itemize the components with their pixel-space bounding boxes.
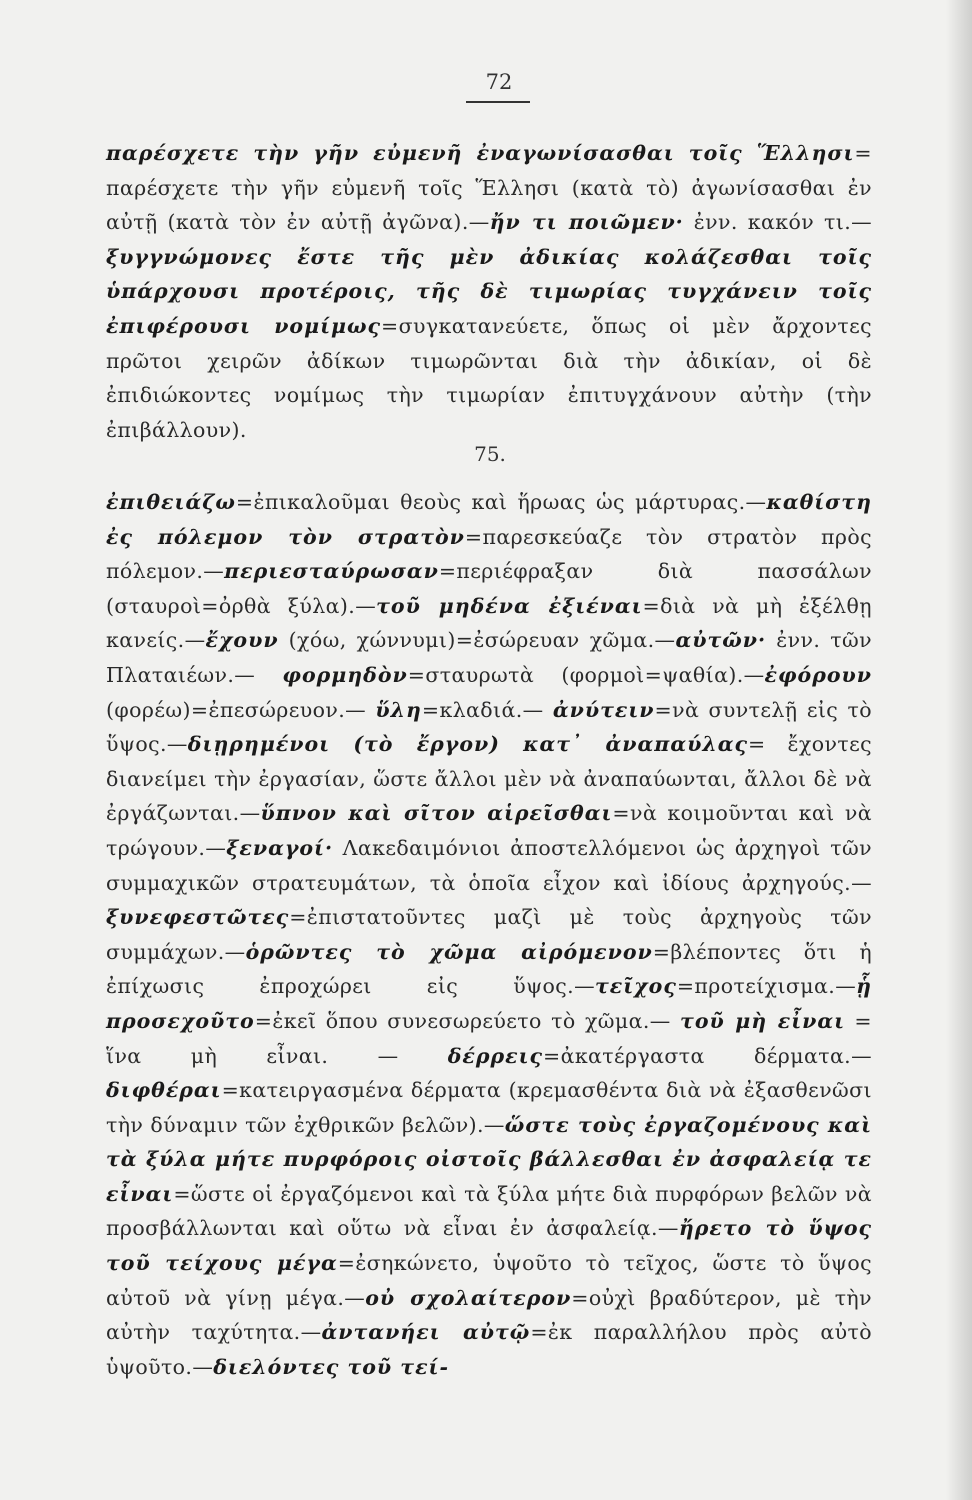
- gloss-text: = παρέσχετε τὴν γῆν εὐμενῆ τοῖς Ἕλλησι (κατὰ τὸ) ἀγωνίσασθαι ἐν αὐτῇ (κατὰ τὸν ἐν αὐτῇ ἀγῶνα).—: [106, 141, 872, 235]
- gloss-text: =ἐσηκώνετο, ὑψοῦτο τὸ τεῖχος, ὥστε τὸ ὕψος αὐτοῦ νὰ γίνῃ μέγα.—: [106, 1251, 872, 1310]
- commentary-paragraph-74: [106, 136, 872, 447]
- gloss-text: =ἐπικαλοῦμαι θεοὺς καὶ ἥρωας ὡς μάρτυρας.—: [235, 490, 767, 514]
- lemma-term: ἐφόρουν: [764, 662, 872, 687]
- section-heading: 75.: [474, 442, 506, 466]
- gloss-text: Λακεδαιμόνιοι ἀποστελλόμενοι ὡς ἀρχηγοὶ τῶν συμμαχικῶν στρατευμάτων, τὰ ὁποῖα εἶχον καὶ ἰδίους ἀρχηγούς.—: [106, 835, 872, 895]
- gloss-text: =βλέποντες ὅτι ἡ ἐπίχωσις ἐπροχώρει εἰς ὕψος.—: [106, 939, 872, 999]
- gloss-text: (χόω, χώννυμι)=ἐσώρευαν χῶμα.—: [278, 628, 676, 653]
- gloss-text: =νὰ συντελῇ εἰς τὸ ὕψος.—: [106, 697, 872, 757]
- gloss-text: =οὐχὶ βραδύτερον, μὲ τὴν αὐτὴν ταχύτητα.—: [106, 1285, 872, 1345]
- gloss-text: =ἀκατέργαστα δέρματα.—: [543, 1043, 872, 1068]
- gloss-text: ἐνν. κακόν τι.—: [683, 210, 873, 235]
- gloss-text: = ἔχοντες διανείμει τὴν ἐργασίαν, ὥστε ἄλλοι μὲν νὰ ἀναπαύωνται, ἄλλοι δὲ νὰ ἐργάζωνται.—: [106, 732, 872, 826]
- gloss-text: (φορέω)=ἐπεσώρευον.—: [106, 697, 376, 722]
- lemma-term: ἤν τι ποιῶμεν·: [489, 210, 684, 235]
- gloss-text: ἐνν. τῶν Πλαταιέων.—: [106, 628, 873, 687]
- gloss-text: =συγκατανεύετε, ὅπως οἱ μὲν ἄρχοντες πρῶτοι χειρῶν ἀδίκων τιμωρῶνται διὰ τὴν ἀδικίαν, οἱ δὲ ἐπιδιώκοντες νομίμως τὴν τιμωρίαν ἐπιτυγχάνουν αὐτὴν (τὴν ἐπιβάλλουν).: [106, 313, 872, 442]
- gloss-text: = ἵνα μὴ εἶναι. —: [106, 1008, 872, 1068]
- lemma-term: ὕπνον καὶ σῖτον αἱρεῖσθαι: [260, 801, 613, 826]
- lemma-term: οὐ σχολαίτερον: [365, 1285, 572, 1310]
- lemma-term: δέρρεις: [447, 1043, 544, 1068]
- lemma-term: ξεναγοί·: [226, 835, 334, 860]
- lemma-term: τοῦ μὴ εἶναι: [680, 1008, 846, 1033]
- page-edge-shadow: [946, 0, 972, 1500]
- gloss-text: =σταυρωτὰ (φορμοὶ=ψαθία).—: [407, 662, 765, 687]
- lemma-term: ἐπιθειάζω: [106, 490, 236, 514]
- lemma-term: φορμηδὸν: [282, 662, 408, 687]
- gloss-text: =κατειργασμένα δέρματα (κρεμασθέντα διὰ νὰ ἐξασθενῶσι τὴν δύναμιν τῶν ἐχθρικῶν βελῶν).—: [106, 1078, 872, 1137]
- gloss-text: =διὰ νὰ μὴ ἐξέλθῃ κανείς.—: [106, 593, 872, 653]
- page-number-rule: [466, 101, 530, 103]
- lemma-term: ᾗ προσεχοῦτο: [106, 974, 872, 1033]
- lemma-term: ὁρῶντες τὸ χῶμα αἰρόμενον: [245, 939, 653, 964]
- lemma-term: ἀνύτειν: [552, 697, 655, 722]
- gloss-text: =ἐκεῖ ὅπου συνεσωρεύετο τὸ χῶμα.—: [254, 1008, 681, 1033]
- lemma-term: διφθέραι: [106, 1078, 222, 1103]
- lemma-term: τοῦ μηδένα ἐξιέναι: [376, 593, 643, 618]
- lemma-term: ἔχουν: [205, 628, 279, 653]
- lemma-term: ξυγγνώμονες ἔστε τῆς μὲν ἀδικίας κολάζεσθαι τοῖς ὑπάρχουσι προτέροις, τῆς δὲ τιμωρίας τυγχάνειν τοῖς ἐπιφέρουσι νομίμως: [106, 244, 872, 338]
- gloss-text: =παρεσκεύαζε τὸν στρατὸν πρὸς πόλεμον.—: [106, 524, 872, 584]
- page-number: 72: [485, 70, 513, 94]
- lemma-term: ὥστε τοὺς ἐργαζομένους καὶ τὰ ξύλα μήτε πυρφόροις οἰστοῖς βάλλεσθαι ἐν ἀσφαλείᾳ τε εἶναι: [106, 1112, 872, 1206]
- lemma-term: ξυνεφεστῶτες: [106, 905, 290, 930]
- lemma-term: περιεσταύρωσαν: [224, 559, 439, 584]
- lemma-term: διελόντες τοῦ τεί-: [213, 1354, 449, 1379]
- lemma-term: παρέσχετε τὴν γῆν εὐμενῆ ἐναγωνίσασθαι τοῖς Ἕλλησι: [106, 141, 855, 165]
- gloss-text: =προτείχισμα.—: [676, 974, 857, 999]
- gloss-text: =περιέφραξαν διὰ πασσάλων (σταυροὶ=ὀρθὰ ξύλα).—: [106, 559, 872, 618]
- lemma-term: ἀντανήει αὐτῷ: [321, 1320, 531, 1345]
- lemma-term: ἤρετο τὸ ὕψος τοῦ τείχους μέγα: [106, 1216, 872, 1276]
- gloss-text: =νὰ κοιμοῦνται καὶ νὰ τρώγουν.—: [106, 801, 872, 860]
- lemma-term: καθίστη ἐς πόλεμον τὸν στρατὸν: [106, 490, 872, 549]
- lemma-term: τεῖχος: [594, 974, 677, 999]
- lemma-term: ὕλη: [375, 697, 422, 722]
- gloss-text: =κλαδιά.—: [421, 697, 553, 722]
- commentary-paragraph-75: [106, 485, 872, 1384]
- gloss-text: =ἐπιστατοῦντες μαζὶ μὲ τοὺς ἀρχηγοὺς τῶν συμμάχων.—: [106, 905, 872, 964]
- lemma-term: διῃρημένοι (τὸ ἔργον) κατ᾽ ἀναπαύλας: [187, 732, 748, 757]
- gloss-text: =ἐκ παραλλήλου πρὸς αὐτὸ ὑψοῦτο.—: [106, 1320, 872, 1379]
- gloss-text: =ὥστε οἱ ἐργαζόμενοι καὶ τὰ ξύλα μήτε διὰ πυρφόρων βελῶν νὰ προσβάλλωνται καὶ οὕτω νὰ εἶναι ἐν ἀσφαλείᾳ.—: [106, 1181, 872, 1241]
- lemma-term: αὐτῶν·: [675, 628, 767, 653]
